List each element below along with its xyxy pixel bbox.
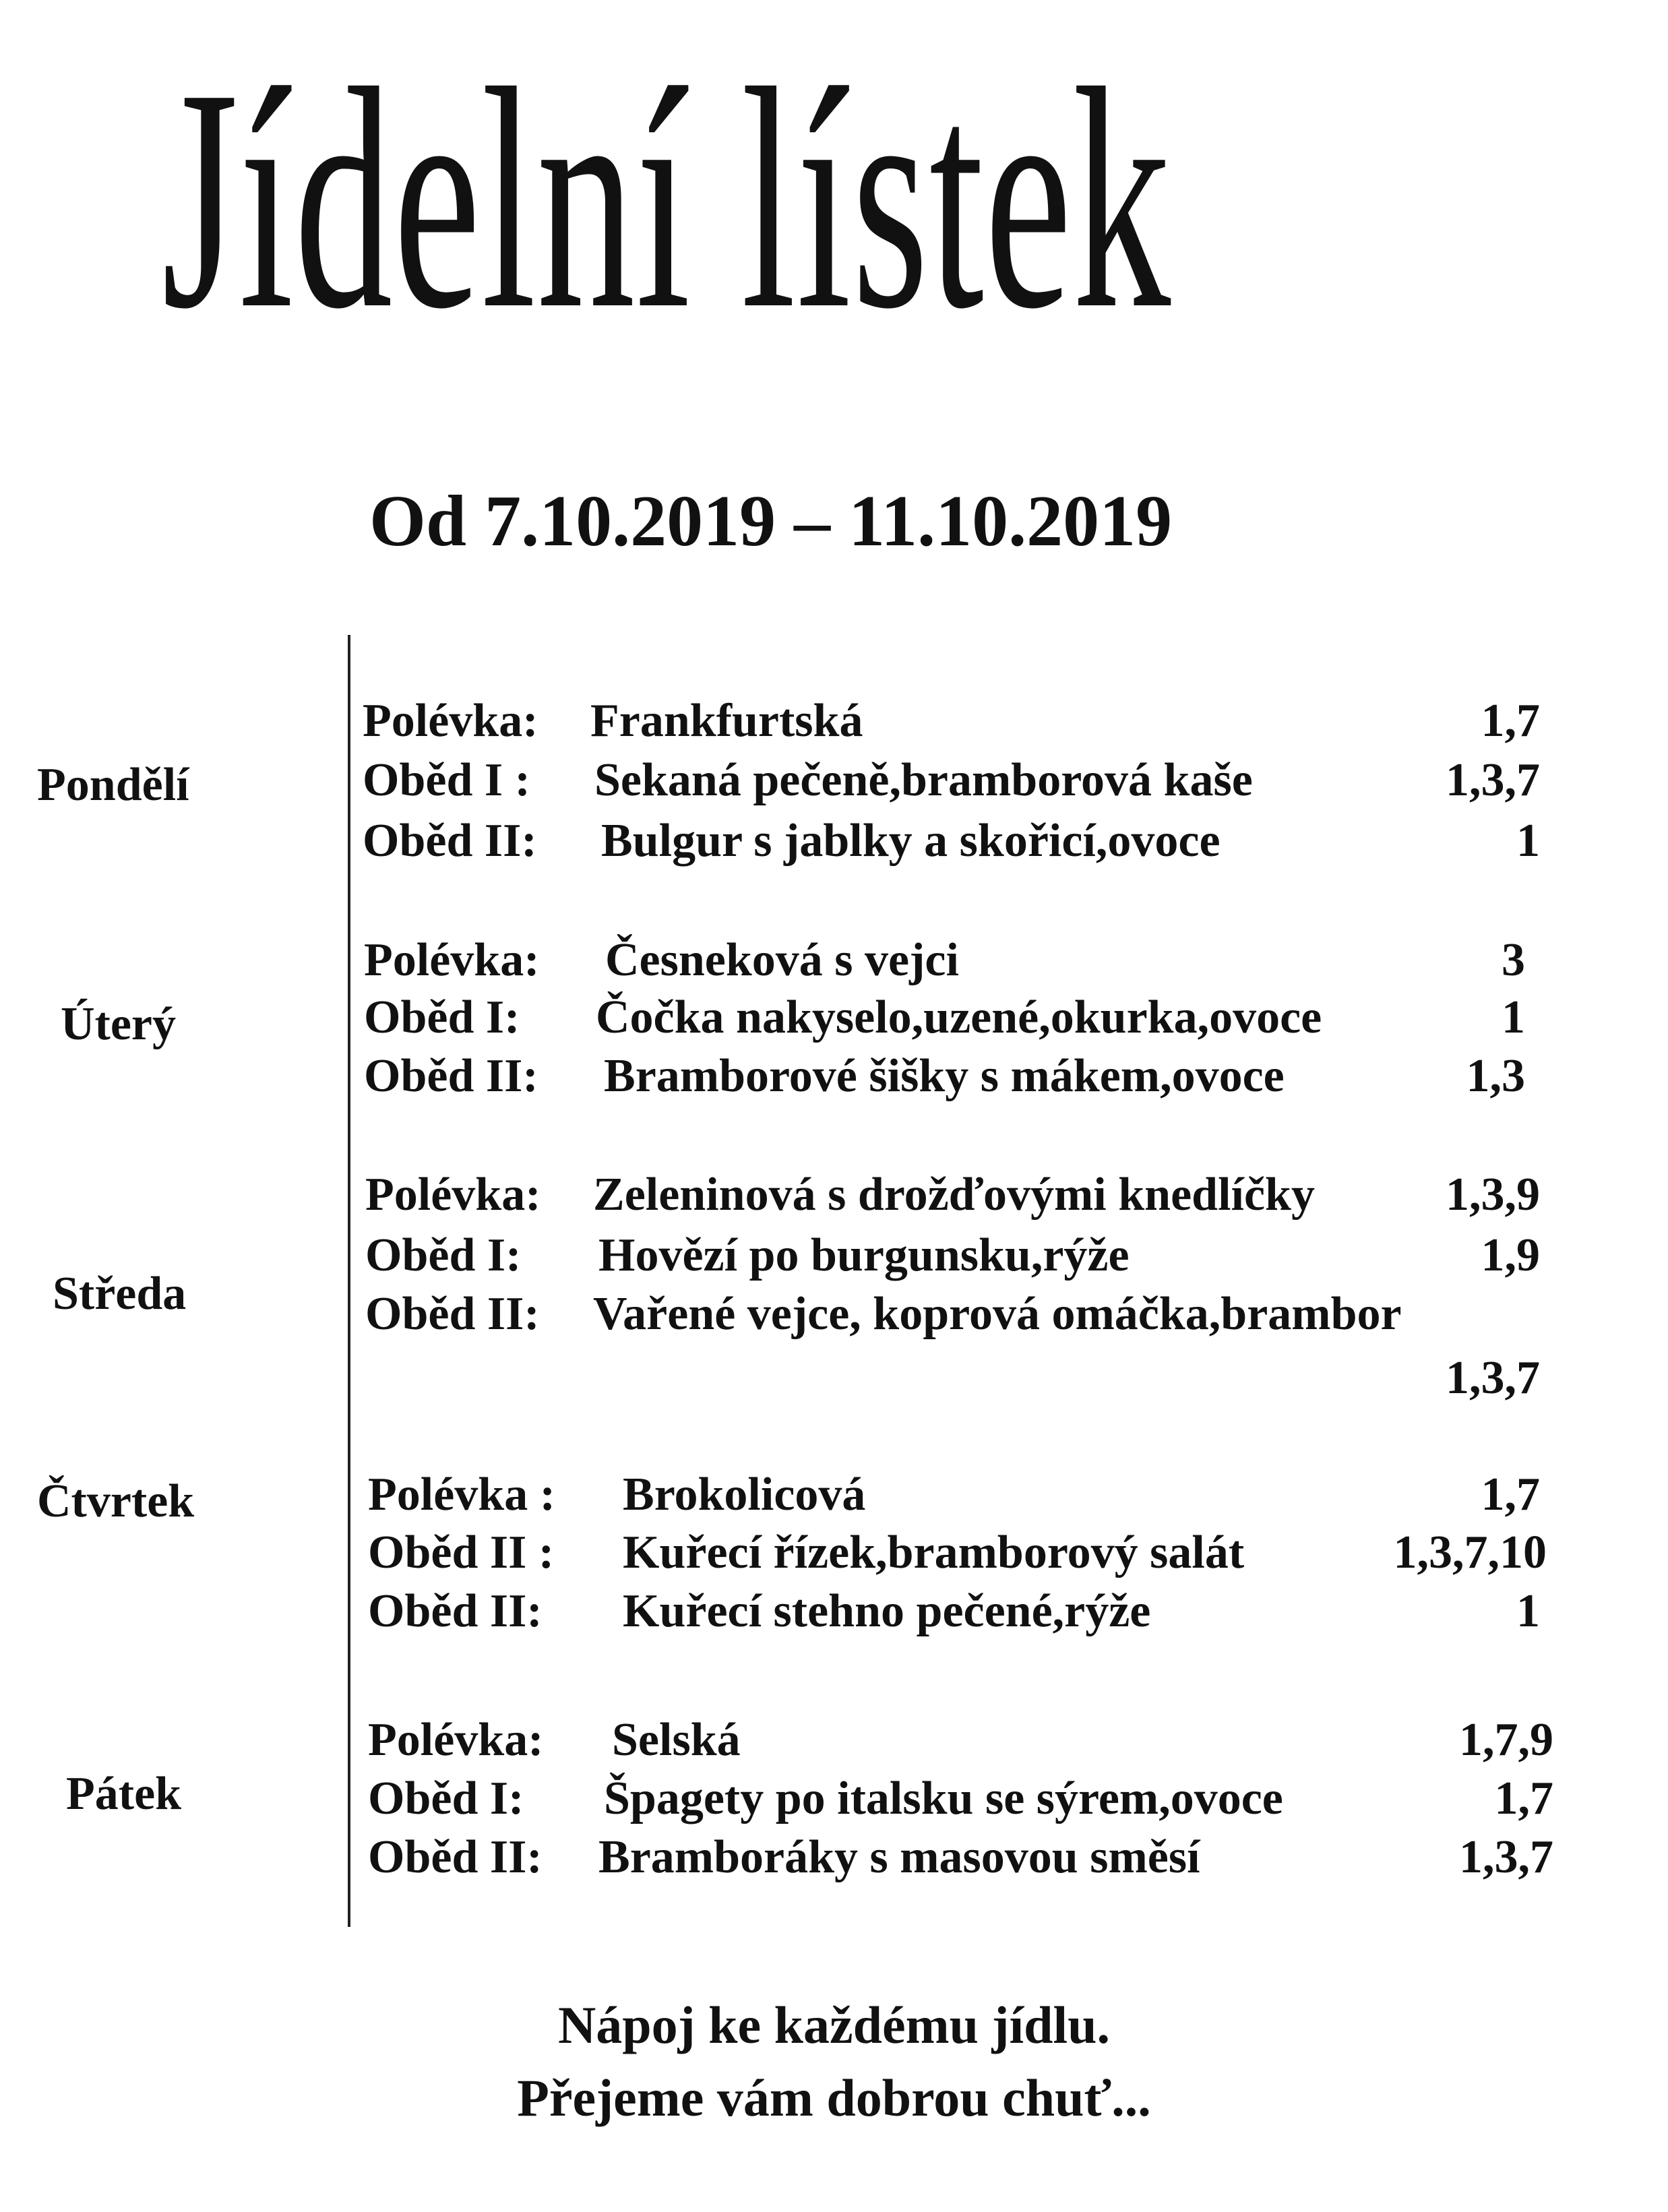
menu-row (0, 1229, 1668, 1289)
dish-name: Čočka nakyselo,uzené,okurka,ovoce (596, 991, 1322, 1043)
dish-name: Selská (612, 1714, 741, 1766)
item-label: Oběd II: (364, 1050, 538, 1102)
item-label: Oběd II: (365, 1288, 540, 1340)
allergens: 3 (1502, 934, 1525, 986)
allergens: 1,3,7 (1459, 1831, 1553, 1883)
allergens: 1,3 (1466, 1050, 1525, 1102)
allergens: 1 (1502, 991, 1525, 1043)
menu-row (0, 1468, 1668, 1529)
menu-row (0, 1168, 1668, 1229)
allergens: 1,9 (1481, 1229, 1540, 1281)
menu-title: Jídelní lístek (162, 23, 1172, 374)
item-label: Oběd I : (363, 754, 530, 806)
item-label: Oběd II: (368, 1585, 543, 1637)
allergens: 1,3,9 (1446, 1169, 1540, 1221)
menu-row (0, 1049, 1668, 1110)
allergens: 1,7 (1494, 1773, 1553, 1824)
menu-row (0, 1287, 1668, 1409)
item-label: Oběd I: (364, 991, 520, 1043)
menu-row (0, 1585, 1668, 1645)
dish-name: Vařené vejce, koprová omáčka,brambor (593, 1288, 1402, 1340)
dish-name: Česneková s vejci (605, 934, 959, 986)
allergens: 1,3,7 (1446, 754, 1540, 806)
menu-row (0, 991, 1668, 1051)
date-range: Od 7.10.2019 – 11.10.2019 (369, 481, 1173, 561)
allergens: 1 (1516, 815, 1540, 867)
item-label: Polévka: (364, 934, 540, 986)
allergens: 1,3,7,10 (1393, 1527, 1547, 1578)
item-label: Polévka : (368, 1469, 556, 1520)
day-label-patek: Pátek (66, 1768, 182, 1820)
dish-name: Frankfurtská (590, 695, 863, 747)
menu-row (0, 694, 1668, 755)
menu-row (0, 1526, 1668, 1587)
dish-name: Kuřecí řízek,bramborový salát (623, 1527, 1245, 1578)
day-label-ctvrtek: Čtvrtek (37, 1475, 195, 1527)
menu-row (0, 933, 1668, 994)
item-label: Oběd II: (363, 815, 537, 867)
menu-row (0, 1831, 1668, 1891)
footer-drink-note: Nápoj ke každému jídlu. (557, 1996, 1111, 2054)
allergens: 1,7 (1481, 695, 1540, 747)
dish-name: Špagety po italsku se sýrem,ovoce (604, 1773, 1283, 1824)
dish-name: Bulgur s jablky a skořicí,ovoce (601, 815, 1221, 867)
item-label: Polévka: (368, 1714, 544, 1766)
item-label: Oběd II : (368, 1527, 555, 1578)
item-label: Oběd II: (368, 1831, 543, 1883)
menu-row (0, 754, 1668, 814)
item-label: Oběd I: (365, 1229, 522, 1281)
allergens: 1 (1516, 1585, 1540, 1637)
dish-name: Bramborové šišky s mákem,ovoce (604, 1050, 1285, 1102)
item-label: Polévka: (365, 1169, 541, 1221)
menu-row (0, 814, 1668, 875)
dish-name: Kuřecí stehno pečené,rýže (623, 1585, 1151, 1637)
day-label-pondeli: Pondělí (37, 759, 189, 811)
day-label-utery: Úterý (61, 998, 177, 1050)
menu-row (0, 1772, 1668, 1833)
allergens: 1,7 (1481, 1469, 1540, 1520)
day-label-streda: Středa (53, 1268, 187, 1320)
footer-greeting: Přejeme vám dobrou chuť... (517, 2068, 1151, 2127)
dish-name: Sekaná pečeně,bramborová kaše (594, 754, 1253, 806)
dish-name: Brokolicová (623, 1469, 866, 1520)
dish-name: Bramboráky s masovou směsí (598, 1831, 1200, 1883)
dish-name: Hovězí po burgunsku,rýže (598, 1229, 1130, 1281)
menu-row (0, 1713, 1668, 1774)
dish-name: Zeleninová s drožďovými knedlíčky (593, 1169, 1315, 1221)
item-label: Polévka: (363, 695, 538, 747)
item-label: Oběd I: (368, 1773, 524, 1824)
allergens: 1,3,7 (1446, 1352, 1540, 1404)
allergens: 1,7,9 (1459, 1714, 1553, 1766)
